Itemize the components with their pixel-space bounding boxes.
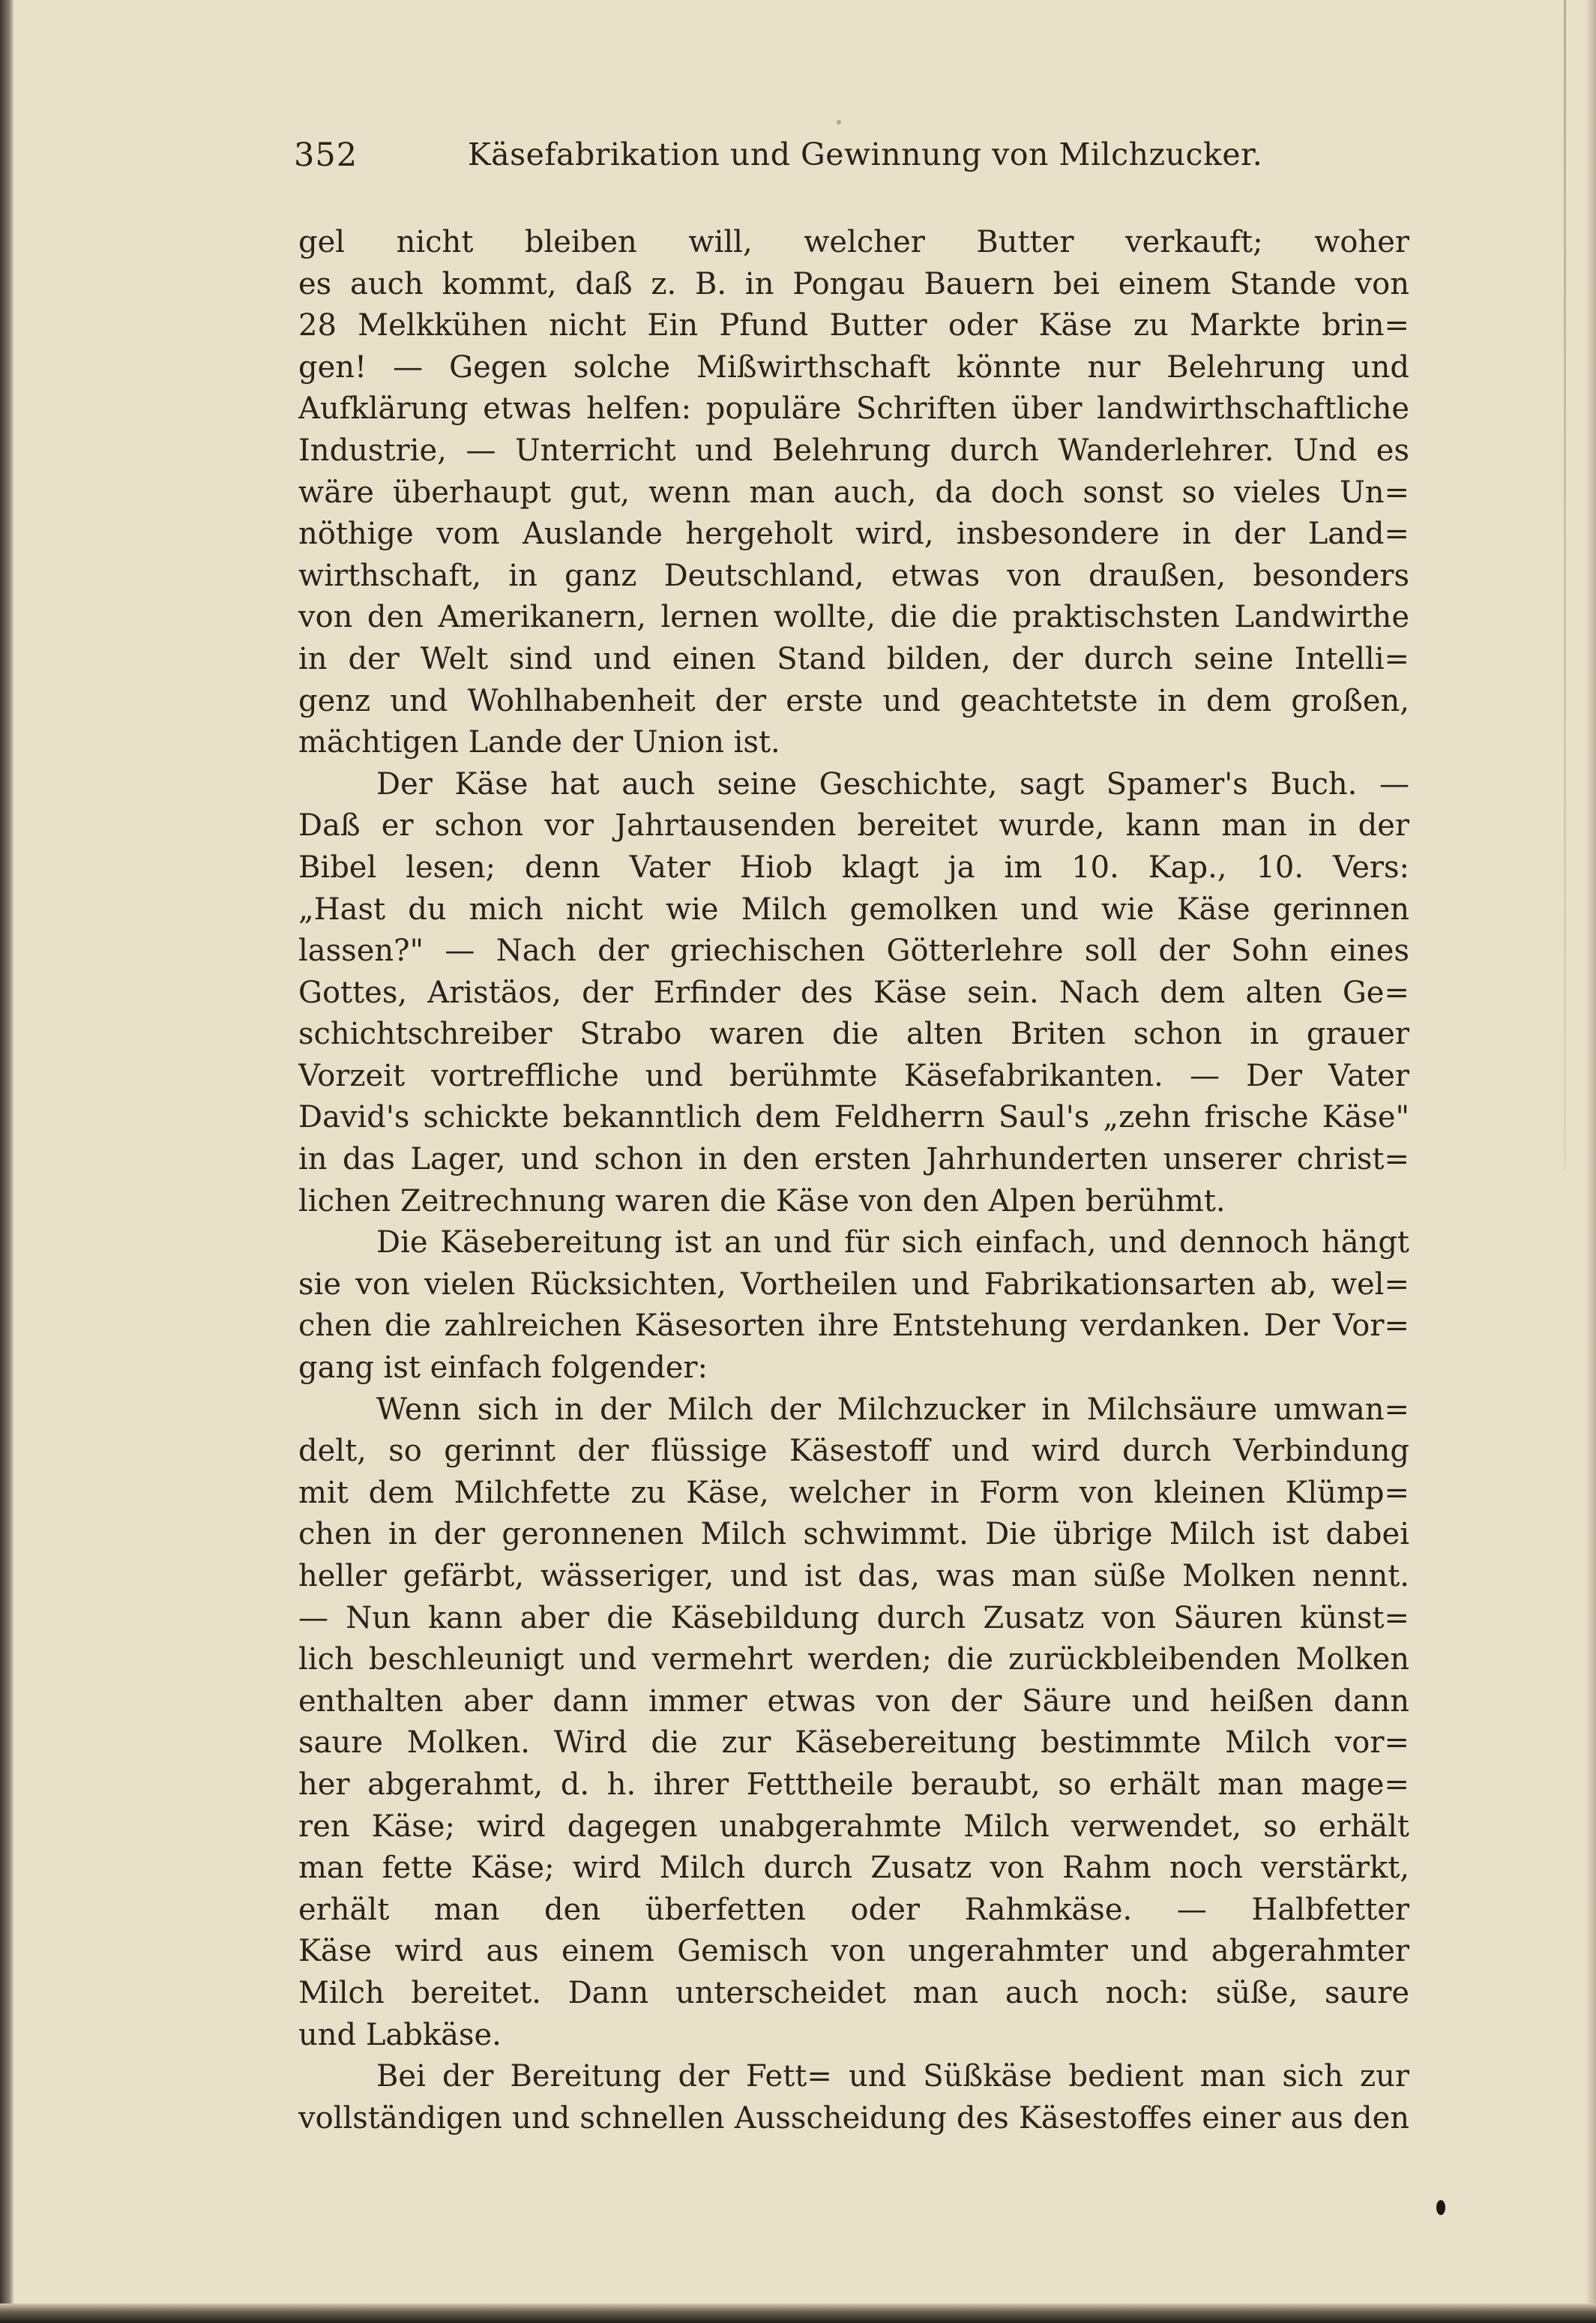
paper-speck [837,120,841,124]
text-line: wirthschaft, in ganz Deutschland, etwas von draußen, besonders [298,558,1409,593]
text-line: Bibel lesen; denn Vater Hiob klagt ja im 10. Kap., 10. Vers: [298,850,1409,885]
scan-fold-line [1564,0,1566,1170]
ink-blot [1436,2200,1445,2215]
text-line: heller gefärbt, wässeriger, und ist das, was man süße Molken nennt. [298,1559,1409,1593]
text-line: es auch kommt, daß z. B. in Pongau Bauern bei einem Stande von [298,266,1409,301]
text-line: lassen?" — Nach der griechischen Götterlehre soll der Sohn eines [298,934,1409,969]
text-line: David's schickte bekanntlich dem Feldherrn Saul's „zehn frische Käse" [298,1100,1409,1135]
scan-edge-bottom [0,2304,1596,2323]
text-line: mit dem Milchfette zu Käse, welcher in Form von kleinen Klümp= [298,1475,1409,1510]
text-line: wäre überhaupt gut, wenn man auch, da doch sonst so vieles Un= [298,475,1409,510]
paragraph-start-line: Die Käsebereitung ist an und für sich einfach, und dennoch hängt [376,1225,1409,1260]
scan-edge-right [1586,0,1596,2323]
text-line: lichen Zeitrechnung waren die Käse von den Alpen berühmt. [298,1183,1226,1218]
text-line: sie von vielen Rücksichten, Vortheilen und Fabrikationsarten ab, wel= [298,1266,1409,1302]
text-line: 28 Melkkühen nicht Ein Pfund Butter oder Käse zu Markte brin= [298,308,1409,343]
text-line: vollständigen und schnellen Ausscheidung des Käsestoffes einer aus den [298,2100,1409,2136]
text-line: in das Lager, und schon in den ersten Jahrhunderten unserer christ= [298,1142,1409,1177]
text-line: enthalten aber dann immer etwas von der Säure und heißen dann [298,1683,1409,1719]
body-text [298,222,1409,2139]
paragraph-start-line: Bei der Bereitung der Fett= und Süßkäse bedient man sich zur [376,2059,1409,2094]
text-line: — Nun kann aber die Käsebildung durch Zusatz von Säuren künst= [298,1600,1409,1635]
text-line: her abgerahmt, d. h. ihrer Fetttheile beraubt, so erhält man mage= [298,1767,1409,1802]
text-line: Milch bereitet. Dann unterscheidet man auch noch: süße, saure [298,1975,1409,2010]
text-line: von den Amerikanern, lernen wollte, die die praktischsten Landwirthe [298,600,1409,635]
text-line: lich beschleunigt und vermehrt werden; die zurückbleibenden Molken [298,1642,1409,1677]
text-line: „Hast du mich nicht wie Milch gemolken und wie Käse gerinnen [298,892,1409,927]
text-line: und Labkäse. [298,2017,502,2052]
text-line: genz und Wohlhabenheit der erste und geachtetste in dem großen, [298,683,1409,718]
text-line: gang ist einfach folgender: [298,1350,708,1386]
text-line: delt, so gerinnt der flüssige Käsestoff und wird durch Verbindung [298,1434,1409,1469]
text-line: gen! — Gegen solche Mißwirthschaft könnte nur Belehrung und [298,349,1409,385]
text-line: mächtigen Lande der Union ist. [298,725,780,760]
text-line: chen die zahlreichen Käsesorten ihre Entstehung verdanken. Der Vor= [298,1308,1409,1344]
page-header [294,136,1403,186]
text-line: Käse wird aus einem Gemisch von ungerahmter und abgerahmter [298,1934,1409,1969]
text-line: gel nicht bleiben will, welcher Butter verkauft; woher [298,225,1409,259]
text-line: Daß er schon vor Jahrtausenden bereitet wurde, kann man in der [298,808,1409,844]
text-line: Gottes, Aristäos, der Erfinder des Käse sein. Nach dem alten Ge= [298,975,1409,1010]
text-line: ren Käse; wird dagegen unabgerahmte Milch verwendet, so erhält [298,1809,1409,1844]
text-line: erhält man den überfetten oder Rahmkäse. — Halbfetter [298,1892,1409,1927]
paragraph-start-line: Wenn sich in der Milch der Milchzucker in Milchsäure umwan= [376,1392,1409,1427]
text-line: saure Molken. Wird die zur Käsebereitung bestimmte Milch vor= [298,1725,1409,1761]
text-line: nöthige vom Auslande hergeholt wird, insbesondere in der Land= [298,517,1409,552]
paragraph-start-line: Der Käse hat auch seine Geschichte, sagt Spamer's Buch. — [376,766,1409,802]
text-line: chen in der geronnenen Milch schwimmt. Die übrige Milch ist dabei [298,1517,1409,1552]
running-title: Käsefabrikation und Gewinnung von Milchzucker. [468,136,1263,172]
scan-edge-left [0,0,13,2323]
text-line: schichtschreiber Strabo waren die alten Briten schon in grauer [298,1017,1409,1052]
page-number: 352 [294,136,358,174]
text-line: in der Welt sind und einen Stand bilden, der durch seine Intelli= [298,641,1409,676]
text-line: Industrie, — Unterricht und Belehrung durch Wanderlehrer. Und es [298,433,1409,468]
text-line: man fette Käse; wird Milch durch Zusatz von Rahm noch verstärkt, [298,1851,1409,1886]
text-line: Vorzeit vortreffliche und berühmte Käsefabrikanten. — Der Vater [298,1058,1409,1093]
text-line: Aufklärung etwas helfen: populäre Schriften über landwirthschaftliche [298,391,1409,427]
